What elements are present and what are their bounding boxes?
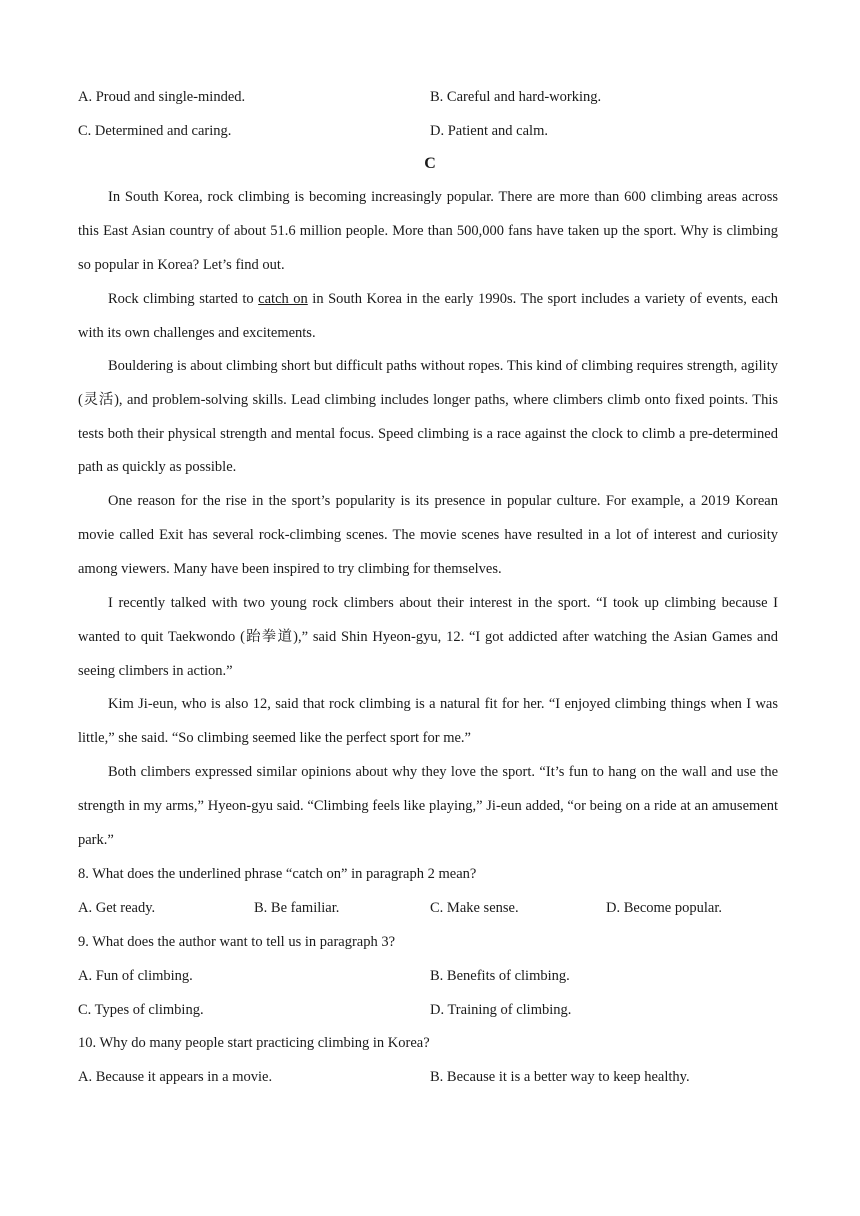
q8-option-c: C. Make sense. xyxy=(430,900,519,916)
question-9-options-row-1 xyxy=(78,959,778,993)
question-10-stem: 10. Why do many people start practicing climbing in Korea? xyxy=(78,1035,430,1051)
q8-option-b: B. Be familiar. xyxy=(254,900,340,916)
passage-paragraph-1: In South Korea, rock climbing is becoming increasingly popular. There are more than 600 climbing areas across this East Asian country of about 51.6 million people. More than 500,000 fans have taken up the sport. Why is climbing so popular in Korea? Let’s find out. xyxy=(78,189,778,273)
q10-option-a: A. Because it appears in a movie. xyxy=(78,1069,273,1085)
q9-option-b: B. Benefits of climbing. xyxy=(430,968,570,984)
passage-paragraph-2 xyxy=(78,283,778,351)
question-9-options-row-2 xyxy=(78,993,778,1027)
prev-options-row-2 xyxy=(78,114,778,148)
passage-paragraph-4: One reason for the rise in the sport’s popularity is its presence in popular culture. For example, a 2019 Korean movie called Exit has several rock-climbing scenes. The movie scenes have resulted in a lot of interest and curiosity among viewers. Many have been inspired to try climbing for themselves. xyxy=(78,493,778,577)
question-10-options-row-1 xyxy=(78,1060,778,1094)
prev-options-row-1 xyxy=(78,80,778,114)
passage-paragraph-6: Kim Ji-eun, who is also 12, said that rock climbing is a natural fit for her. “I enjoyed climbing things when I was little,” she said. “So climbing seemed like the perfect sport for me.” xyxy=(78,696,778,746)
prev-option-b: B. Careful and hard-working. xyxy=(430,89,602,105)
q9-option-d: D. Training of climbing. xyxy=(430,1002,572,1018)
q8-option-a: A. Get ready. xyxy=(78,900,156,916)
paragraph-2-text-before: Rock climbing started to xyxy=(108,291,259,307)
passage-paragraph-5: I recently talked with two young rock climbers about their interest in the sport. “I took up climbing because I wanted to quit Taekwondo (跆拳道),” said Shin Hyeon-gyu, 12. “I got addicted after watching the Asian Games and seeing climbers in action.” xyxy=(78,595,778,679)
question-8-stem: 8. What does the underlined phrase “catch on” in paragraph 2 mean? xyxy=(78,866,477,882)
prev-option-d: D. Patient and calm. xyxy=(430,123,548,139)
passage-paragraph-3: Bouldering is about climbing short but difficult paths without ropes. This kind of climbing requires strength, agility (灵活), and problem-solving skills. Lead climbing includes longer paths, where climbers climb onto fixed points. This tests both their physical strength and mental focus. Speed climbing is a race against the clock to climb a pre-determined path as quickly as possible. xyxy=(78,358,778,476)
prev-option-a: A. Proud and single-minded. xyxy=(78,89,246,105)
q9-option-a: A. Fun of climbing. xyxy=(78,968,193,984)
underlined-phrase: catch on xyxy=(258,291,308,307)
paragraph-2-text-after: in South Korea in the early 1990s. The sport includes a variety of events, each with its own challenges and excitements. xyxy=(78,291,778,341)
question-9-stem: 9. What does the author want to tell us in paragraph 3? xyxy=(78,934,396,950)
q9-option-c: C. Types of climbing. xyxy=(78,1002,204,1018)
q8-option-d: D. Become popular. xyxy=(606,900,722,916)
passage-paragraph-7: Both climbers expressed similar opinions about why they love the sport. “It’s fun to hang on the wall and use the strength in my arms,” Hyeon-gyu said. “Climbing feels like playing,” Ji-eun added, “or being on a ride at an amusement park.” xyxy=(78,764,778,848)
prev-option-c: C. Determined and caring. xyxy=(78,123,232,139)
section-heading: C xyxy=(424,155,436,172)
q10-option-b: B. Because it is a better way to keep healthy. xyxy=(430,1069,690,1085)
question-8-options xyxy=(78,891,778,925)
